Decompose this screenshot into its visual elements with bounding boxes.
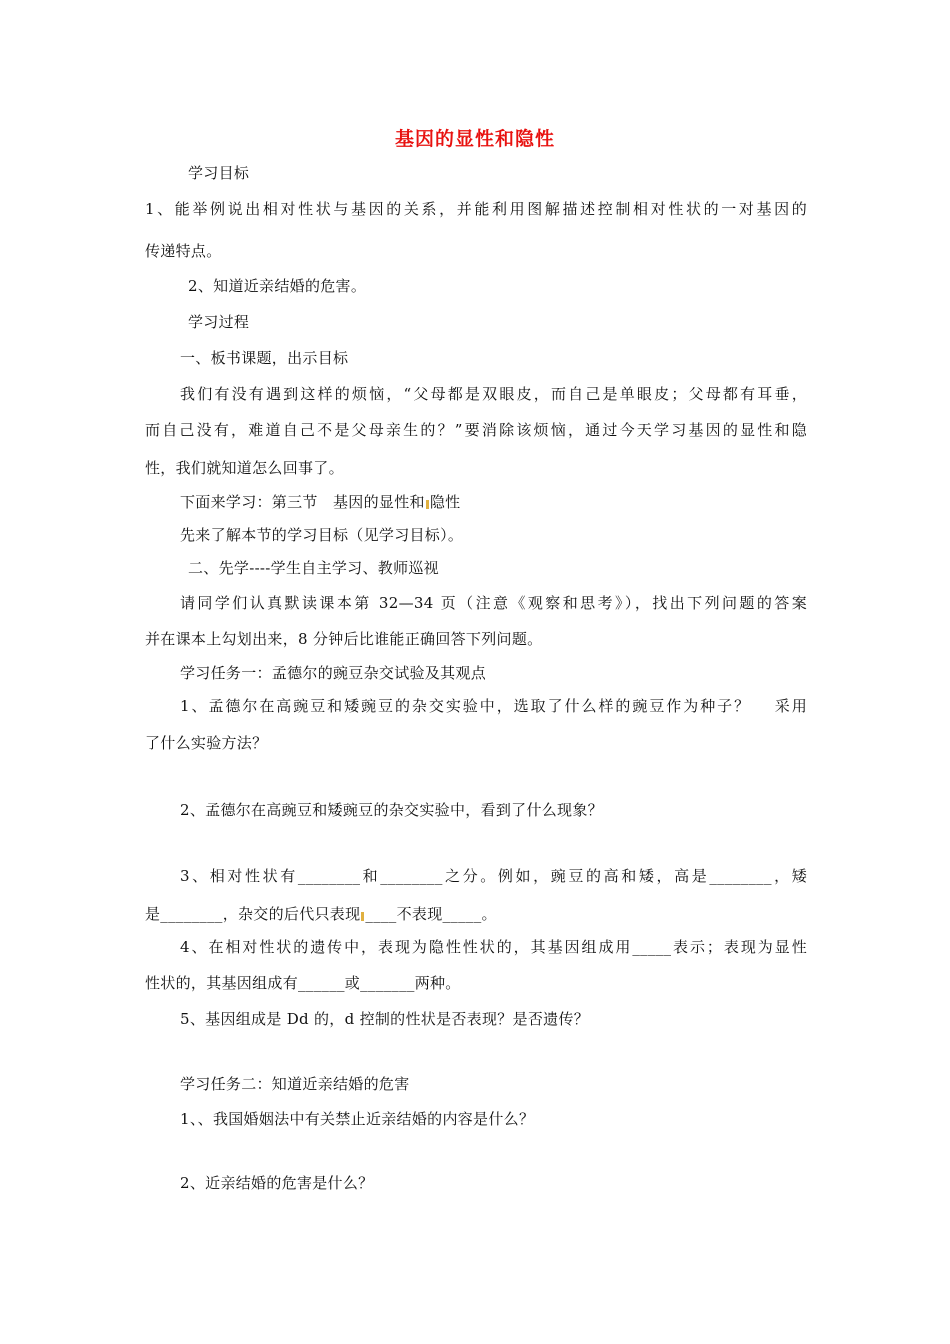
task-1-question-4-line-2: 性状的，其基因组成有______或_______两种。 — [145, 974, 461, 992]
edit-mark — [361, 912, 364, 921]
goal-2: 2、知道近亲结婚的危害。 — [188, 277, 367, 295]
next-lesson-line — [180, 492, 460, 512]
step-2-heading: 二、先学----学生自主学习、教师巡视 — [188, 559, 439, 577]
fill-blank-text-end: ____不表现_____。 — [365, 905, 497, 923]
reading-instruction-line-2: 并在课本上勾划出来，8 分钟后比谁能正确回答下列问题。 — [145, 630, 543, 648]
task-1-question-3-line-1: 3、相对性状有________和________之分。例如，豌豆的高和矮，高是________，矮 — [180, 867, 807, 885]
task-1-question-3-line-2 — [145, 904, 497, 924]
task-1-question-1-line-2: 了什么实验方法？ — [145, 734, 268, 752]
edit-mark — [426, 500, 429, 509]
process-heading: 学习过程 — [188, 313, 250, 331]
objectives-note: 先来了解本节的学习目标（见学习目标）。 — [180, 526, 464, 544]
intro-line-3: 性，我们就知道怎么回事了。 — [145, 459, 344, 477]
document-title: 基因的显性和隐性 — [394, 128, 555, 150]
intro-line-2: 而自己没有，难道自己不是父母亲生的？”要消除该烦恼，通过今天学习基因的显性和隐 — [145, 421, 807, 439]
goal-1-line-2: 传递特点。 — [145, 242, 222, 260]
task-2-question-2: 2、近亲结婚的危害是什么？ — [180, 1174, 374, 1192]
task-1-question-4-line-1: 4、在相对性状的遗传中，表现为隐性性状的，其基因组成用_____表示；表现为显性 — [180, 938, 807, 956]
goal-1-line-1: 1、能举例说出相对性状与基因的关系，并能利用图解描述控制相对性状的一对基因的 — [145, 200, 807, 218]
next-lesson-text-end: 隐性 — [429, 493, 461, 511]
task-1-question-5: 5、基因组成是 Dd 的，d 控制的性状是否表现？是否遗传？ — [180, 1010, 590, 1028]
task-2-question-1: 1、、我国婚姻法中有关禁止近亲结婚的内容是什么？ — [180, 1110, 535, 1128]
reading-instruction-line-1: 请同学们认真默读课本第 32—34 页（注意《观察和思考》），找出下列问题的答案 — [180, 594, 807, 612]
task-1-question-2: 2、孟德尔在高豌豆和矮豌豆的杂交实验中，看到了什么现象？ — [180, 801, 603, 819]
next-lesson-text: 下面来学习：第三节 基因的显性和 — [180, 493, 425, 511]
task-1-heading: 学习任务一：孟德尔的豌豆杂交试验及其观点 — [180, 664, 487, 682]
goals-heading: 学习目标 — [188, 164, 250, 182]
task-1-question-1-line-1: 1、孟德尔在高豌豆和矮豌豆的杂交实验中，选取了什么样的豌豆作为种子？ 采用 — [180, 697, 807, 715]
intro-line-1: 我们有没有遇到这样的烦恼，“父母都是双眼皮，而自己是单眼皮；父母都有耳垂， — [180, 385, 807, 403]
task-2-heading: 学习任务二：知道近亲结婚的危害 — [180, 1075, 410, 1093]
step-1-heading: 一、板书课题，出示目标 — [180, 349, 349, 367]
fill-blank-text: 是________，杂交的后代只表现 — [145, 905, 361, 923]
